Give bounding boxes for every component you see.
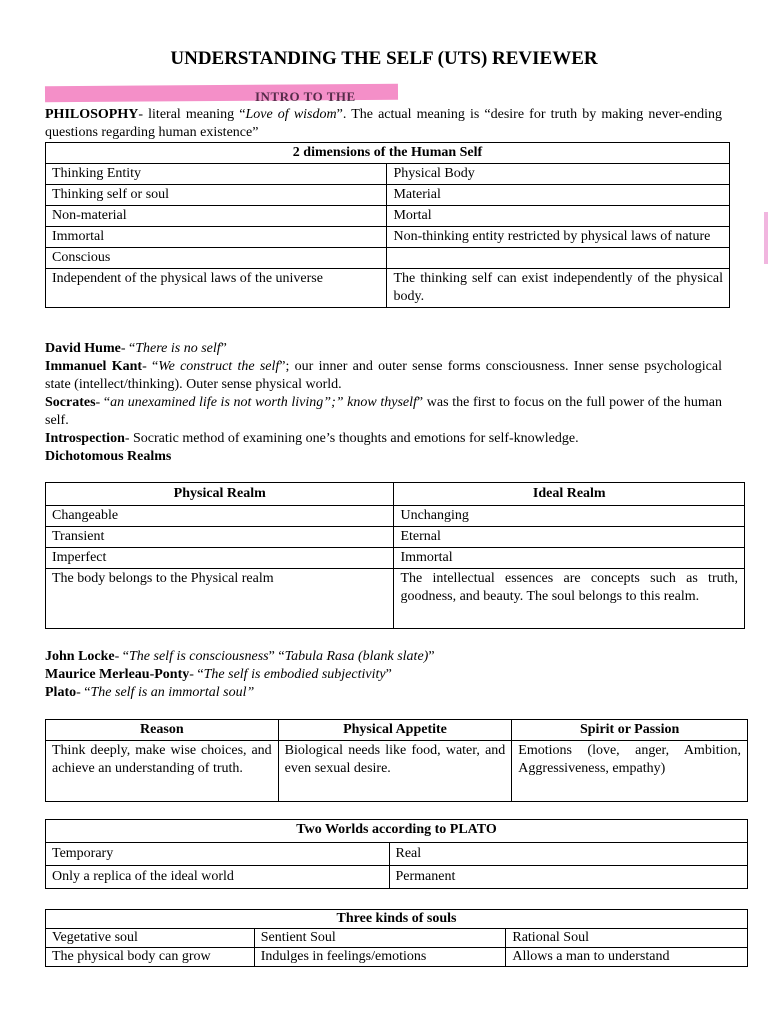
table-dichotomous-realms [45, 482, 745, 629]
name-locke: John Locke [45, 649, 115, 664]
table-three-kinds-of-souls [45, 909, 748, 967]
table-row [46, 185, 730, 206]
note-text: - “ [142, 359, 159, 374]
quote-locke-2: Tabula Rasa (blank slate) [284, 649, 429, 664]
table-cell: Material [387, 185, 730, 206]
table-cell: The physical body can grow [46, 948, 255, 967]
table-cell: Think deeply, make wise choices, and achieve an understanding of truth. [46, 741, 279, 802]
table-header-row [46, 910, 748, 929]
table-row [46, 206, 730, 227]
note-kant [45, 358, 722, 394]
table-cell: Transient [46, 527, 394, 548]
table-cell: Immortal [46, 227, 387, 248]
note-text: ” [385, 667, 392, 682]
table-cell: Real [389, 843, 748, 866]
table-row [46, 843, 748, 866]
table-row [46, 741, 748, 802]
table-cell: Temporary [46, 843, 390, 866]
table-header: Two Worlds according to PLATO [46, 820, 748, 843]
note-text: ” was the first to focus on the full power of the human self. [45, 395, 722, 428]
philosophy-definition [45, 106, 722, 142]
table-header: Three kinds of souls [46, 910, 748, 929]
table-cell: Rational Soul [506, 929, 748, 948]
table-row [46, 948, 748, 967]
table-cell: Non-thinking entity restricted by physical laws of nature [387, 227, 730, 248]
covered-heading: INTRO TO THE [255, 90, 356, 104]
quote-locke: The self is consciousness [129, 649, 269, 664]
table-header-row [46, 143, 730, 164]
philosophy-italic: Love of wisdom [245, 107, 337, 122]
table-row [46, 569, 745, 629]
table-cell: Indulges in feelings/emotions [254, 948, 506, 967]
table-cell: Allows a man to understand [506, 948, 748, 967]
table-cell: Thinking Entity [46, 164, 387, 185]
heading-dichotomous-realms [45, 448, 722, 466]
table-cell: The thinking self can exist independently of the physical body. [387, 269, 730, 308]
quote-hume: There is no self [135, 341, 221, 356]
table-row [46, 506, 745, 527]
table-dimensions-of-self [45, 142, 730, 308]
note-text: - “ [189, 667, 204, 682]
note-plato [45, 684, 722, 702]
table-header: Physical Appetite [278, 720, 512, 741]
note-socrates [45, 394, 722, 430]
note-introspection [45, 430, 722, 448]
table-row [46, 248, 730, 269]
name-introspection: Introspection [45, 431, 125, 446]
note-text: - “ [76, 685, 91, 700]
table-header-row [46, 720, 748, 741]
note-locke [45, 648, 722, 666]
term-philosophy: PHILOSOPHY [45, 107, 139, 122]
table-cell: Changeable [46, 506, 394, 527]
name-merleau-ponty: Maurice Merleau-Ponty [45, 667, 190, 682]
table-header: Spirit or Passion [512, 720, 748, 741]
quote-socrates: an unexamined life is not worth living”;” know thyself [110, 395, 417, 410]
quote-plato: The self is an immortal soul” [90, 685, 255, 700]
note-text: - “ [95, 395, 111, 410]
table-cell: Eternal [394, 527, 745, 548]
name-plato: Plato [45, 685, 77, 700]
table-row [46, 929, 748, 948]
note-text: ” [428, 649, 435, 664]
table-cell: Sentient Soul [254, 929, 506, 948]
table-cell [387, 248, 730, 269]
note-merleau-ponty [45, 666, 722, 684]
note-text: - “ [120, 341, 136, 356]
table-row [46, 866, 748, 889]
table-cell: Independent of the physical laws of the universe [46, 269, 387, 308]
table-cell: Only a replica of the ideal world [46, 866, 390, 889]
table-cell: Non-material [46, 206, 387, 227]
philosophy-text: - literal meaning “ [138, 107, 246, 122]
heading-text: Dichotomous Realms [45, 449, 172, 464]
name-kant: Immanuel Kant [45, 359, 143, 374]
name-socrates: Socrates [45, 395, 96, 410]
table-cell: The intellectual essences are concepts such as truth, goodness, and beauty. The soul belongs to this realm. [394, 569, 745, 629]
note-text: ”; our inner and outer sense forms consciousness. Inner sense psychological state (intellect/thinking). Outer sense physical world. [45, 359, 722, 392]
philosopher-notes-2 [45, 648, 722, 702]
table-cell: Thinking self or soul [46, 185, 387, 206]
table-cell: Conscious [46, 248, 387, 269]
note-text: - “ [114, 649, 130, 664]
philosophy-text-end: ”. The actual meaning is “desire for truth by making never-ending questions regarding human existence” [45, 107, 723, 140]
table-cell: Permanent [389, 866, 748, 889]
note-text: ” [220, 341, 227, 356]
note-text: ” “ [268, 649, 285, 664]
table-row [46, 227, 730, 248]
table-two-worlds [45, 819, 748, 889]
table-cell: The body belongs to the Physical realm [46, 569, 394, 629]
table-header: 2 dimensions of the Human Self [46, 143, 730, 164]
table-cell: Unchanging [394, 506, 745, 527]
philosopher-notes [45, 340, 722, 466]
table-header: Ideal Realm [394, 483, 745, 506]
table-cell: Physical Body [387, 164, 730, 185]
table-header-row [46, 820, 748, 843]
table-cell: Biological needs like food, water, and even sexual desire. [278, 741, 512, 802]
quote-kant: We construct the self [158, 359, 280, 374]
table-cell: Imperfect [46, 548, 394, 569]
table-row [46, 269, 730, 308]
pink-edge-mark [764, 212, 768, 264]
table-row [46, 164, 730, 185]
table-cell: Emotions (love, anger, Ambition, Aggressiveness, empathy) [512, 741, 748, 802]
table-row [46, 548, 745, 569]
table-header-row [46, 483, 745, 506]
table-header: Reason [46, 720, 279, 741]
table-parts-of-soul [45, 719, 748, 802]
note-hume [45, 340, 722, 358]
document-title: UNDERSTANDING THE SELF (UTS) REVIEWER [170, 48, 598, 69]
table-cell: Immortal [394, 548, 745, 569]
table-row [46, 527, 745, 548]
table-cell: Mortal [387, 206, 730, 227]
quote-merleau-ponty: The self is embodied subjectivity [203, 667, 386, 682]
table-cell: Vegetative soul [46, 929, 255, 948]
name-hume: David Hume [45, 341, 121, 356]
table-header: Physical Realm [46, 483, 394, 506]
note-text: - Socratic method of examining one’s thoughts and emotions for self-knowledge. [124, 431, 579, 446]
